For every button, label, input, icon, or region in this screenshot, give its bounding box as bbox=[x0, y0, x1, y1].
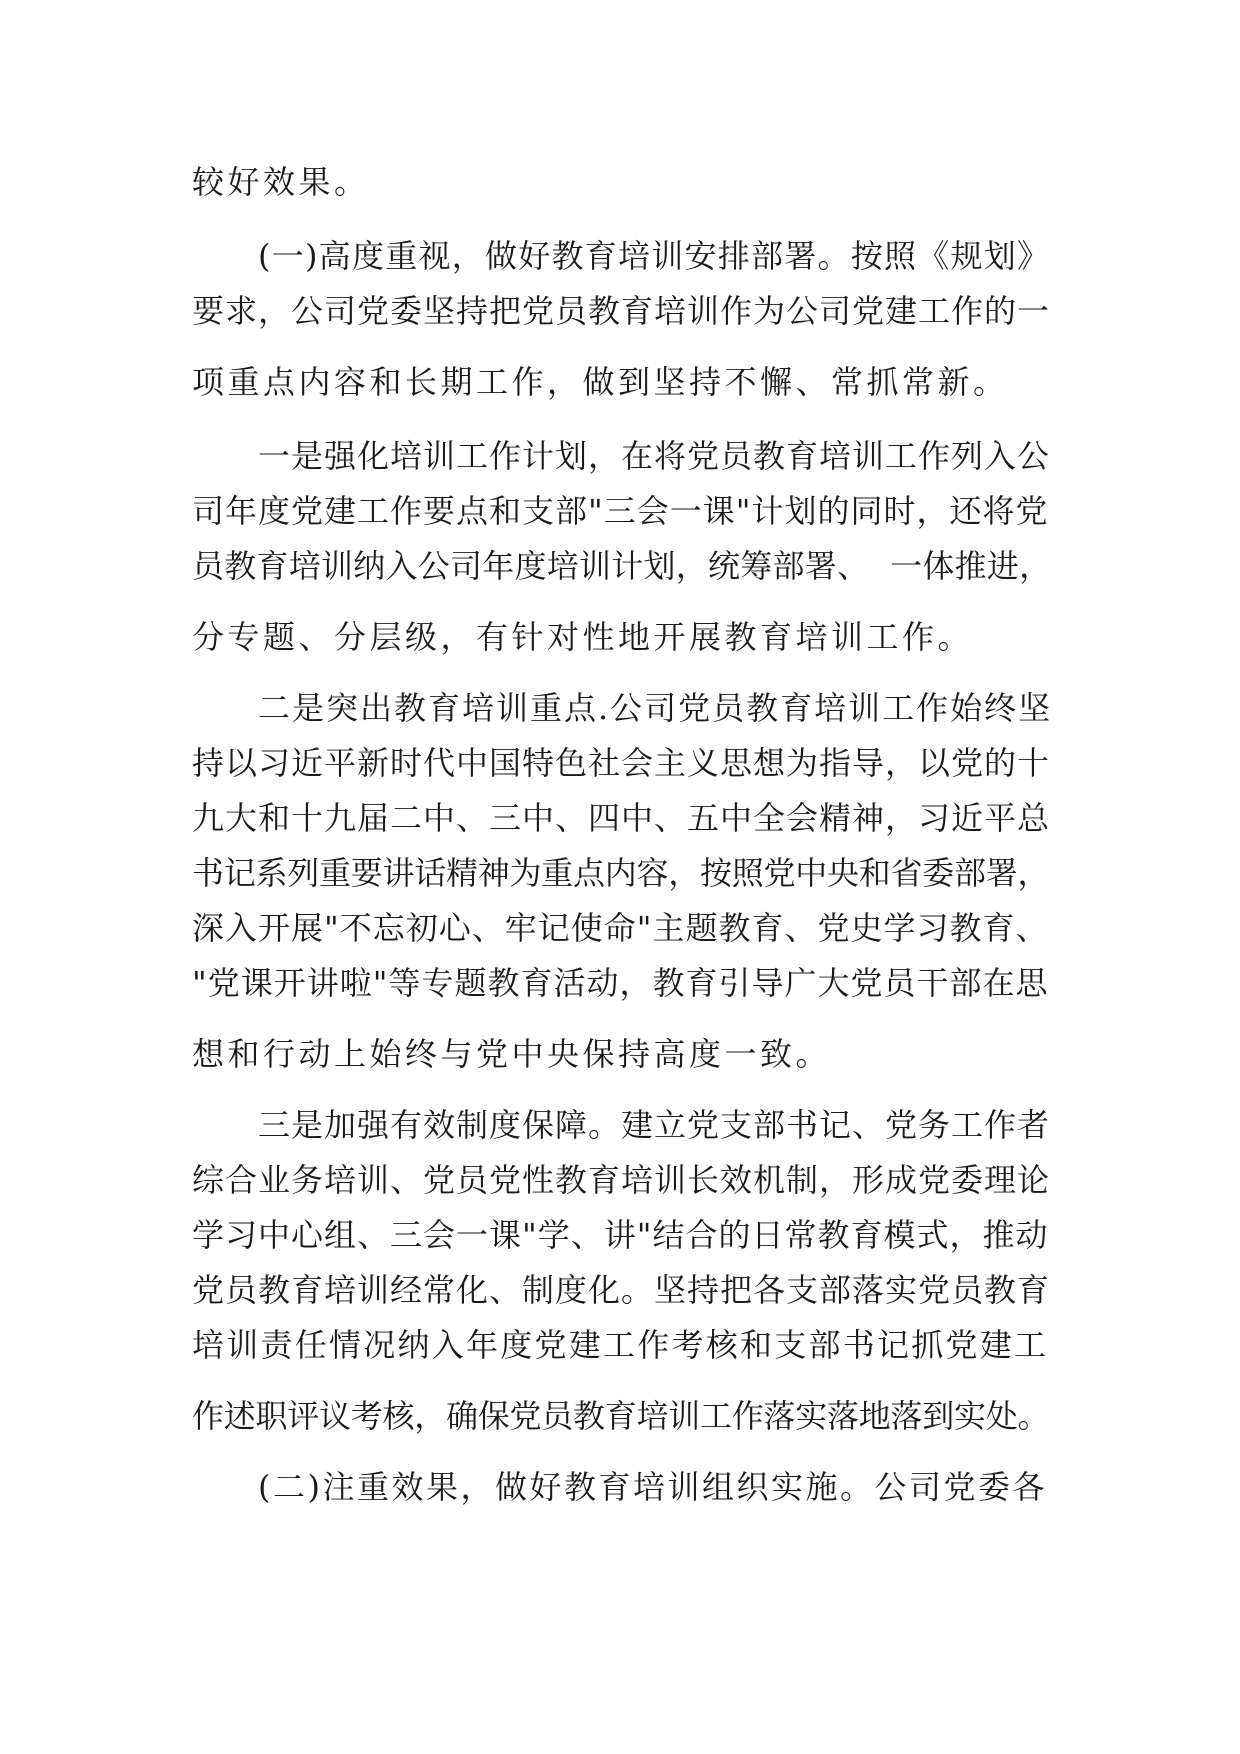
text-line: 学习中心组、三会一课"学、讲"结合的日常教育模式，推动 bbox=[192, 1216, 1049, 1254]
text-line: 较好效果。 bbox=[192, 163, 370, 201]
text-line: 党员教育培训经常化、制度化。坚持把各支部落实党员教育 bbox=[192, 1271, 1051, 1309]
text-line: 书记系列重要讲话精神为重点内容，按照党中央和省委部署， bbox=[192, 854, 1050, 892]
text-line: 培训责任情况纳入年度党建工作考核和支部书记抓党建工 bbox=[192, 1326, 1049, 1364]
paragraph-start: 一是强化培训工作计划，在将党员教育培训工作列入公 bbox=[258, 437, 1051, 475]
paragraph-start: 三是加强有效制度保障。建立党支部书记、党务工作者 bbox=[258, 1106, 1051, 1144]
paragraph-start: 二是突出教育培训重点.公司党员教育培训工作始终坚 bbox=[258, 689, 1053, 727]
section-heading: (一)高度重视，做好教育培训安排部署。按照《规划》 bbox=[258, 237, 1051, 275]
section-heading: (二)注重效果，做好教育培训组织实施。公司党委各 bbox=[258, 1468, 1047, 1506]
text-line: 作述职评议考核，确保党员教育培训工作落实落地落到实处。 bbox=[192, 1397, 1050, 1435]
text-line: "党课开讲啦"等专题教育活动，教育引导广大党员干部在思 bbox=[192, 964, 1049, 1002]
text-line: 九大和十九届二中、三中、四中、五中全会精神，习近平总 bbox=[192, 799, 1051, 837]
text-line: 综合业务培训、党员党性教育培训长效机制，形成党委理论 bbox=[192, 1161, 1051, 1199]
text-line: 想和行动上始终与党中央保持高度一致。 bbox=[192, 1035, 832, 1073]
text-line: 分专题、分层级，有针对性地开展教育培训工作。 bbox=[192, 618, 974, 656]
text-line: 要求，公司党委坚持把党员教育培训作为公司党建工作的一 bbox=[192, 292, 1051, 330]
text-line: 项重点内容和长期工作，做到坚持不懈、常抓常新。 bbox=[192, 363, 1009, 401]
text-line: 员教育培训纳入公司年度培训计划，统筹部署、 一体推进， bbox=[192, 547, 1052, 585]
text-line: 持以习近平新时代中国特色社会主义思想为指导，以党的十 bbox=[192, 744, 1051, 782]
text-line: 司年度党建工作要点和支部"三会一课"计划的同时，还将党 bbox=[192, 492, 1049, 530]
text-line: 深入开展"不忘初心、牢记使命"主题教育、党史学习教育、 bbox=[192, 909, 1049, 947]
